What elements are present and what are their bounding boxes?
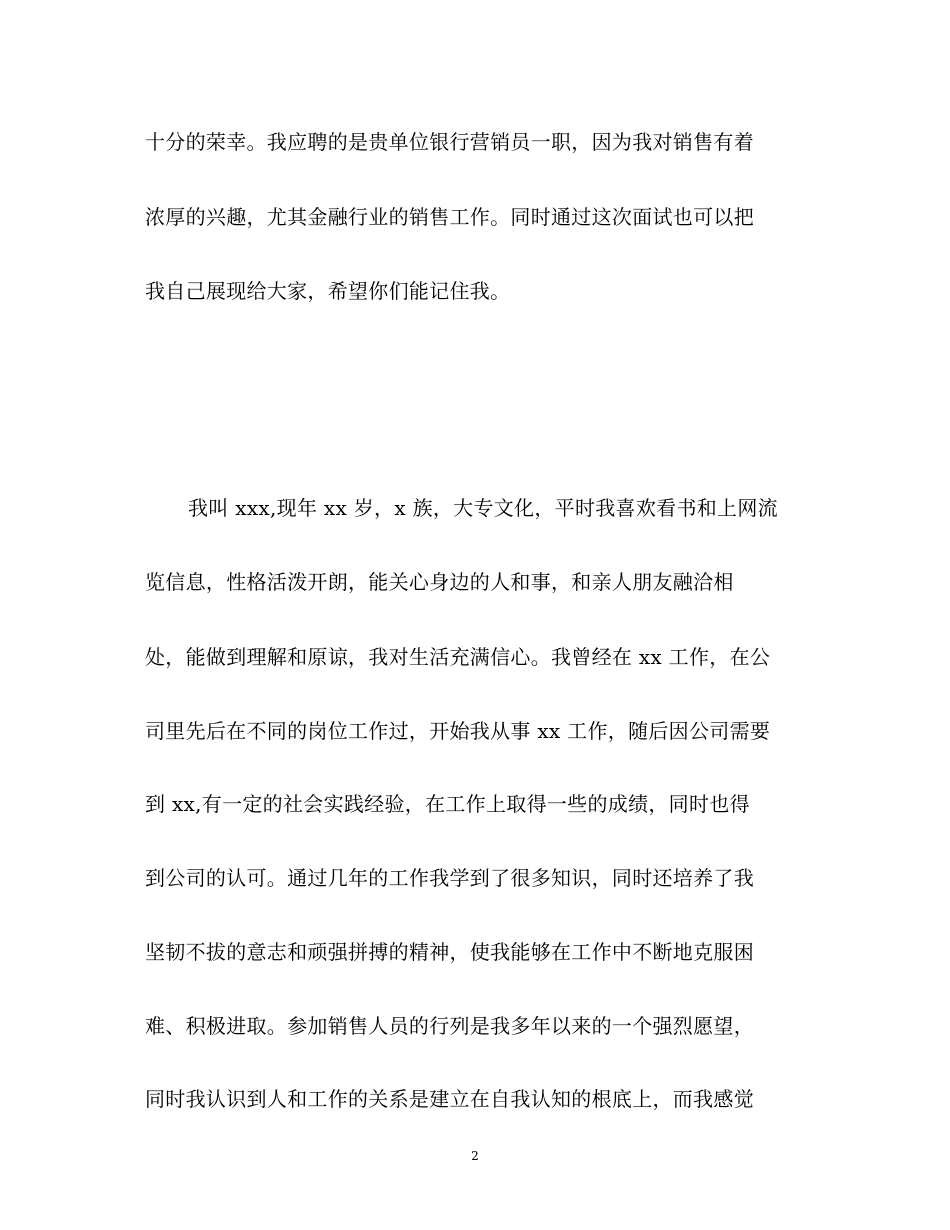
paragraph-2-line-5: 到 xx,有一定的社会实践经验，在工作上取得一些的成绩，同时也得	[145, 792, 750, 816]
paragraph-2-line-6: 到公司的认可。通过几年的工作我学到了很多知识，同时还培养了我	[145, 866, 754, 890]
paragraph-1-line-2: 浓厚的兴趣，尤其金融行业的销售工作。同时通过这次面试也可以把	[145, 205, 754, 229]
paragraph-2-line-7: 坚韧不拔的意志和顽强拼搏的精神，使我能够在工作中不断地克服困	[145, 940, 754, 964]
paragraph-2-line-9: 同时我认识到人和工作的关系是建立在自我认知的根底上，而我感觉	[145, 1087, 754, 1111]
paragraph-2-line-1: 我叫 xxx,现年 xx 岁，x 族，大专文化，平时我喜欢看书和上网流	[188, 496, 778, 520]
paragraph-1-line-3: 我自己展现给大家，希望你们能记住我。	[145, 279, 511, 303]
paragraph-1-line-1: 十分的荣幸。我应聘的是贵单位银行营销员一职，因为我对销售有着	[145, 130, 754, 154]
paragraph-2-line-2: 览信息，性格活泼开朗，能关心身边的人和事，和亲人朋友融洽相	[145, 570, 734, 594]
paragraph-2-line-3: 处，能做到理解和原谅，我对生活充满信心。我曾经在 xx 工作，在公	[145, 645, 771, 669]
paragraph-2-line-4: 司里先后在不同的岗位工作过，开始我从事 xx 工作，随后因公司需要	[145, 719, 771, 743]
page-number: 2	[471, 1149, 479, 1163]
paragraph-2-line-8: 难、积极进取。参加销售人员的行列是我多年以来的一个强烈愿望，	[145, 1014, 754, 1038]
